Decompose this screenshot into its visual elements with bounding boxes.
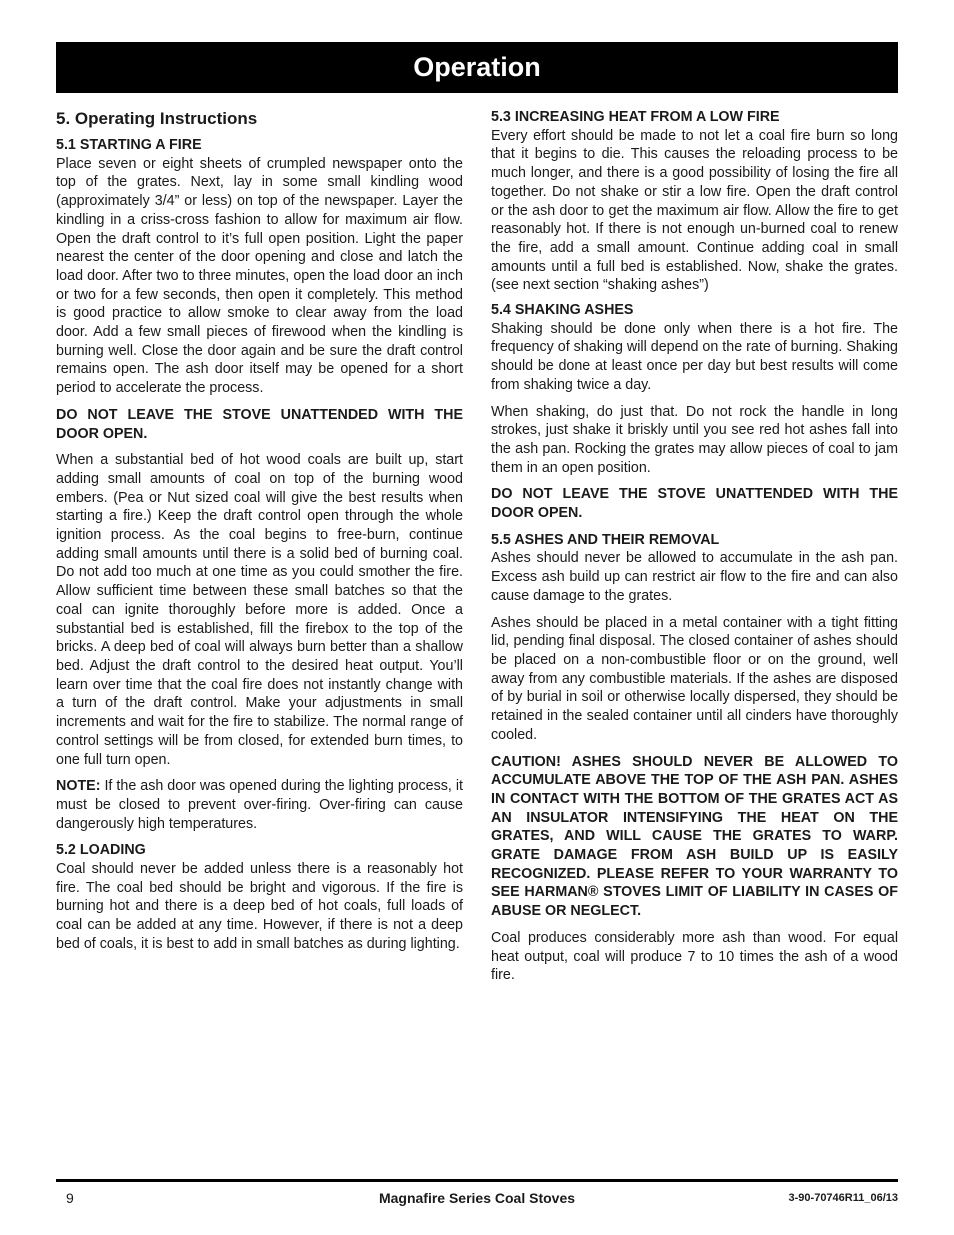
note-paragraph [56,777,463,833]
paragraph-shaking-1: Shaking should be done only when there is a hot fire. The frequency of shaking will depend on the rate of burning. Shaking should be done at least once per day but best results will come from shaking twice a day. [491,320,898,393]
paragraph-ashes-2: Ashes should be placed in a metal container with a tight fitting lid, pending final disposal. The closed container of ashes should be placed on a non-combustible floor or on the ground, well away from any combustible materials. If the ashes are disposed of by burial in soil or otherwise locally dispersed, they should be retained in the sealed container until all cinders have thoroughly cooled. [491,614,898,743]
caution-paragraph: CAUTION! ASHES SHOULD NEVER BE ALLOWED TO ACCUMULATE ABOVE THE TOP OF THE ASH PAN. ASHES IN CONTACT WITH THE BOTTOM OF THE GRATES ACT AS AN INSULATOR INTENSIFYING THE HEAT ON THE GRATES, AND WILL CAUSE THE GRATES TO WARP. GRATE DAMAGE FROM ASH BUILD UP IS EASILY RECOGNIZED. PLEASE REFER TO YOUR WARRANTY TO SEE HARMAN® STOVES LIMIT OF LIABILITY IN CASES OF ABUSE OR NEGLECT. [491,753,898,920]
page-number: 9 [66,1190,74,1206]
paragraph-ashes-1: Ashes should never be allowed to accumulate in the ash pan. Excess ash build up can restrict air flow to the fire and can also cause damage to the grates. [491,550,898,604]
page-footer [56,1188,898,1208]
document-number: 3-90-70746R11_06/13 [788,1192,898,1204]
paragraph-starting-fire-2: When a substantial bed of hot wood coals are built up, start adding small amounts of coal on top of the burning wood embers. (Pea or Nut sized coal will give the best results when starting a fire.) Keep the draft control open through the whole ignition process. As the coal begins to free-burn, continue adding small amounts until there is a solid bed of burning coal. Do not add too much at one time as you could smother the fire. Allow sufficient time between these small batches so that the coal can ignite thoroughly before more is added. Once a substantial bed is established, fill the firebox to the top of the bricks. A deep bed of coal will always burn better than a shallow bed. Adjust the draft control to the desired heat output. You’ll learn over time that the coal fire does not instantly change with a turn of the draft control. Make your adjustments in small increments and wait for the fire to stabilize. The normal range of control settings will be from closed, for extended burn times, to one full turn open. [56,452,463,768]
heading-starting-a-fire: 5.1 STARTING A FIRE [56,137,202,153]
warning-unattended-1: DO NOT LEAVE THE STOVE UNATTENDED WITH THE DOOR OPEN. [56,406,463,442]
paragraph-ashes-3: Coal produces considerably more ash than wood. For equal heat output, coal will produce 7 to 10 times the ash of a wood fire. [491,929,898,984]
heading-shaking-ashes: 5.4 SHAKING ASHES [491,302,634,319]
note-label: NOTE: [56,778,101,795]
paragraph-loading: Coal should never be added unless there is a reasonably hot fire. The coal bed should be bright and vigorous. If the fire is burning hot and there is a deep bed of hot coals, full loads of coal can be added at any time. However, if there is not a deep bed of coals, it is best to add in small batches as during lighting. [56,861,463,952]
paragraph-shaking-2: When shaking, do just that. Do not rock the handle in long strokes, just shake it briskly until you see red hot ashes fall into the ash pan. Rocking the grates may allow pieces of coal to jam them in an open position. [491,403,898,476]
footer-title: Magnafire Series Coal Stoves [378,1190,576,1206]
heading-loading: 5.2 LOADING [56,842,146,859]
note-text: If the ash door was opened during the lighting process, it must be closed to prevent over-firing. Over-firing can cause dangerously high temperatures. [56,778,463,832]
section-title: 5. Operating Instructions [56,109,258,128]
heading-ashes-removal: 5.5 ASHES AND THEIR REMOVAL [491,531,720,548]
warning-unattended-2: DO NOT LEAVE THE STOVE UNATTENDED WITH THE DOOR OPEN. [491,486,898,522]
footer-rule [56,1179,898,1182]
page-banner [56,42,898,93]
right-column [491,108,898,993]
paragraph-starting-fire-1: Place seven or eight sheets of crumpled newspaper onto the top of the grates. Next, lay in some small kindling wood (approximately 3/4” or less) on top of the newspaper. Layer the kindling in a criss-cross fashion to allow for maximum air flow. Open the draft control to it’s full open position. Light the paper nearest the center of the door opening and close and latch the load door. After two to three minutes, open the load door an inch or two for a few seconds, then open it completely. This method is good practice to allow smoke to clear away from the load door. Add a few small pieces of firewood when the kindling is burning well. Close the door again and be sure the draft control remains open. The ash door itself may be opened for a short period to accelerate the process. [56,155,463,397]
heading-increasing-heat: 5.3 INCREASING HEAT FROM A LOW FIRE [491,109,780,125]
paragraph-increasing-heat: Every effort should be made to not let a coal fire burn so long that it begins to die. This causes the reloading process to be much longer, and there is a good possibility of losing the fire all together. Do not shake or stir a low fire. Open the draft control or the ash door to get the maximum air flow. Allow the fire to get reasonably hot. If there is not enough un-burned coal to renew the fire, add a small amount. Continue adding coal in small amounts until a full bed is established. Now, shake the grates. (see next section “shaking ashes”) [491,127,898,294]
left-column [56,108,463,962]
banner-title: Operation [413,52,541,82]
